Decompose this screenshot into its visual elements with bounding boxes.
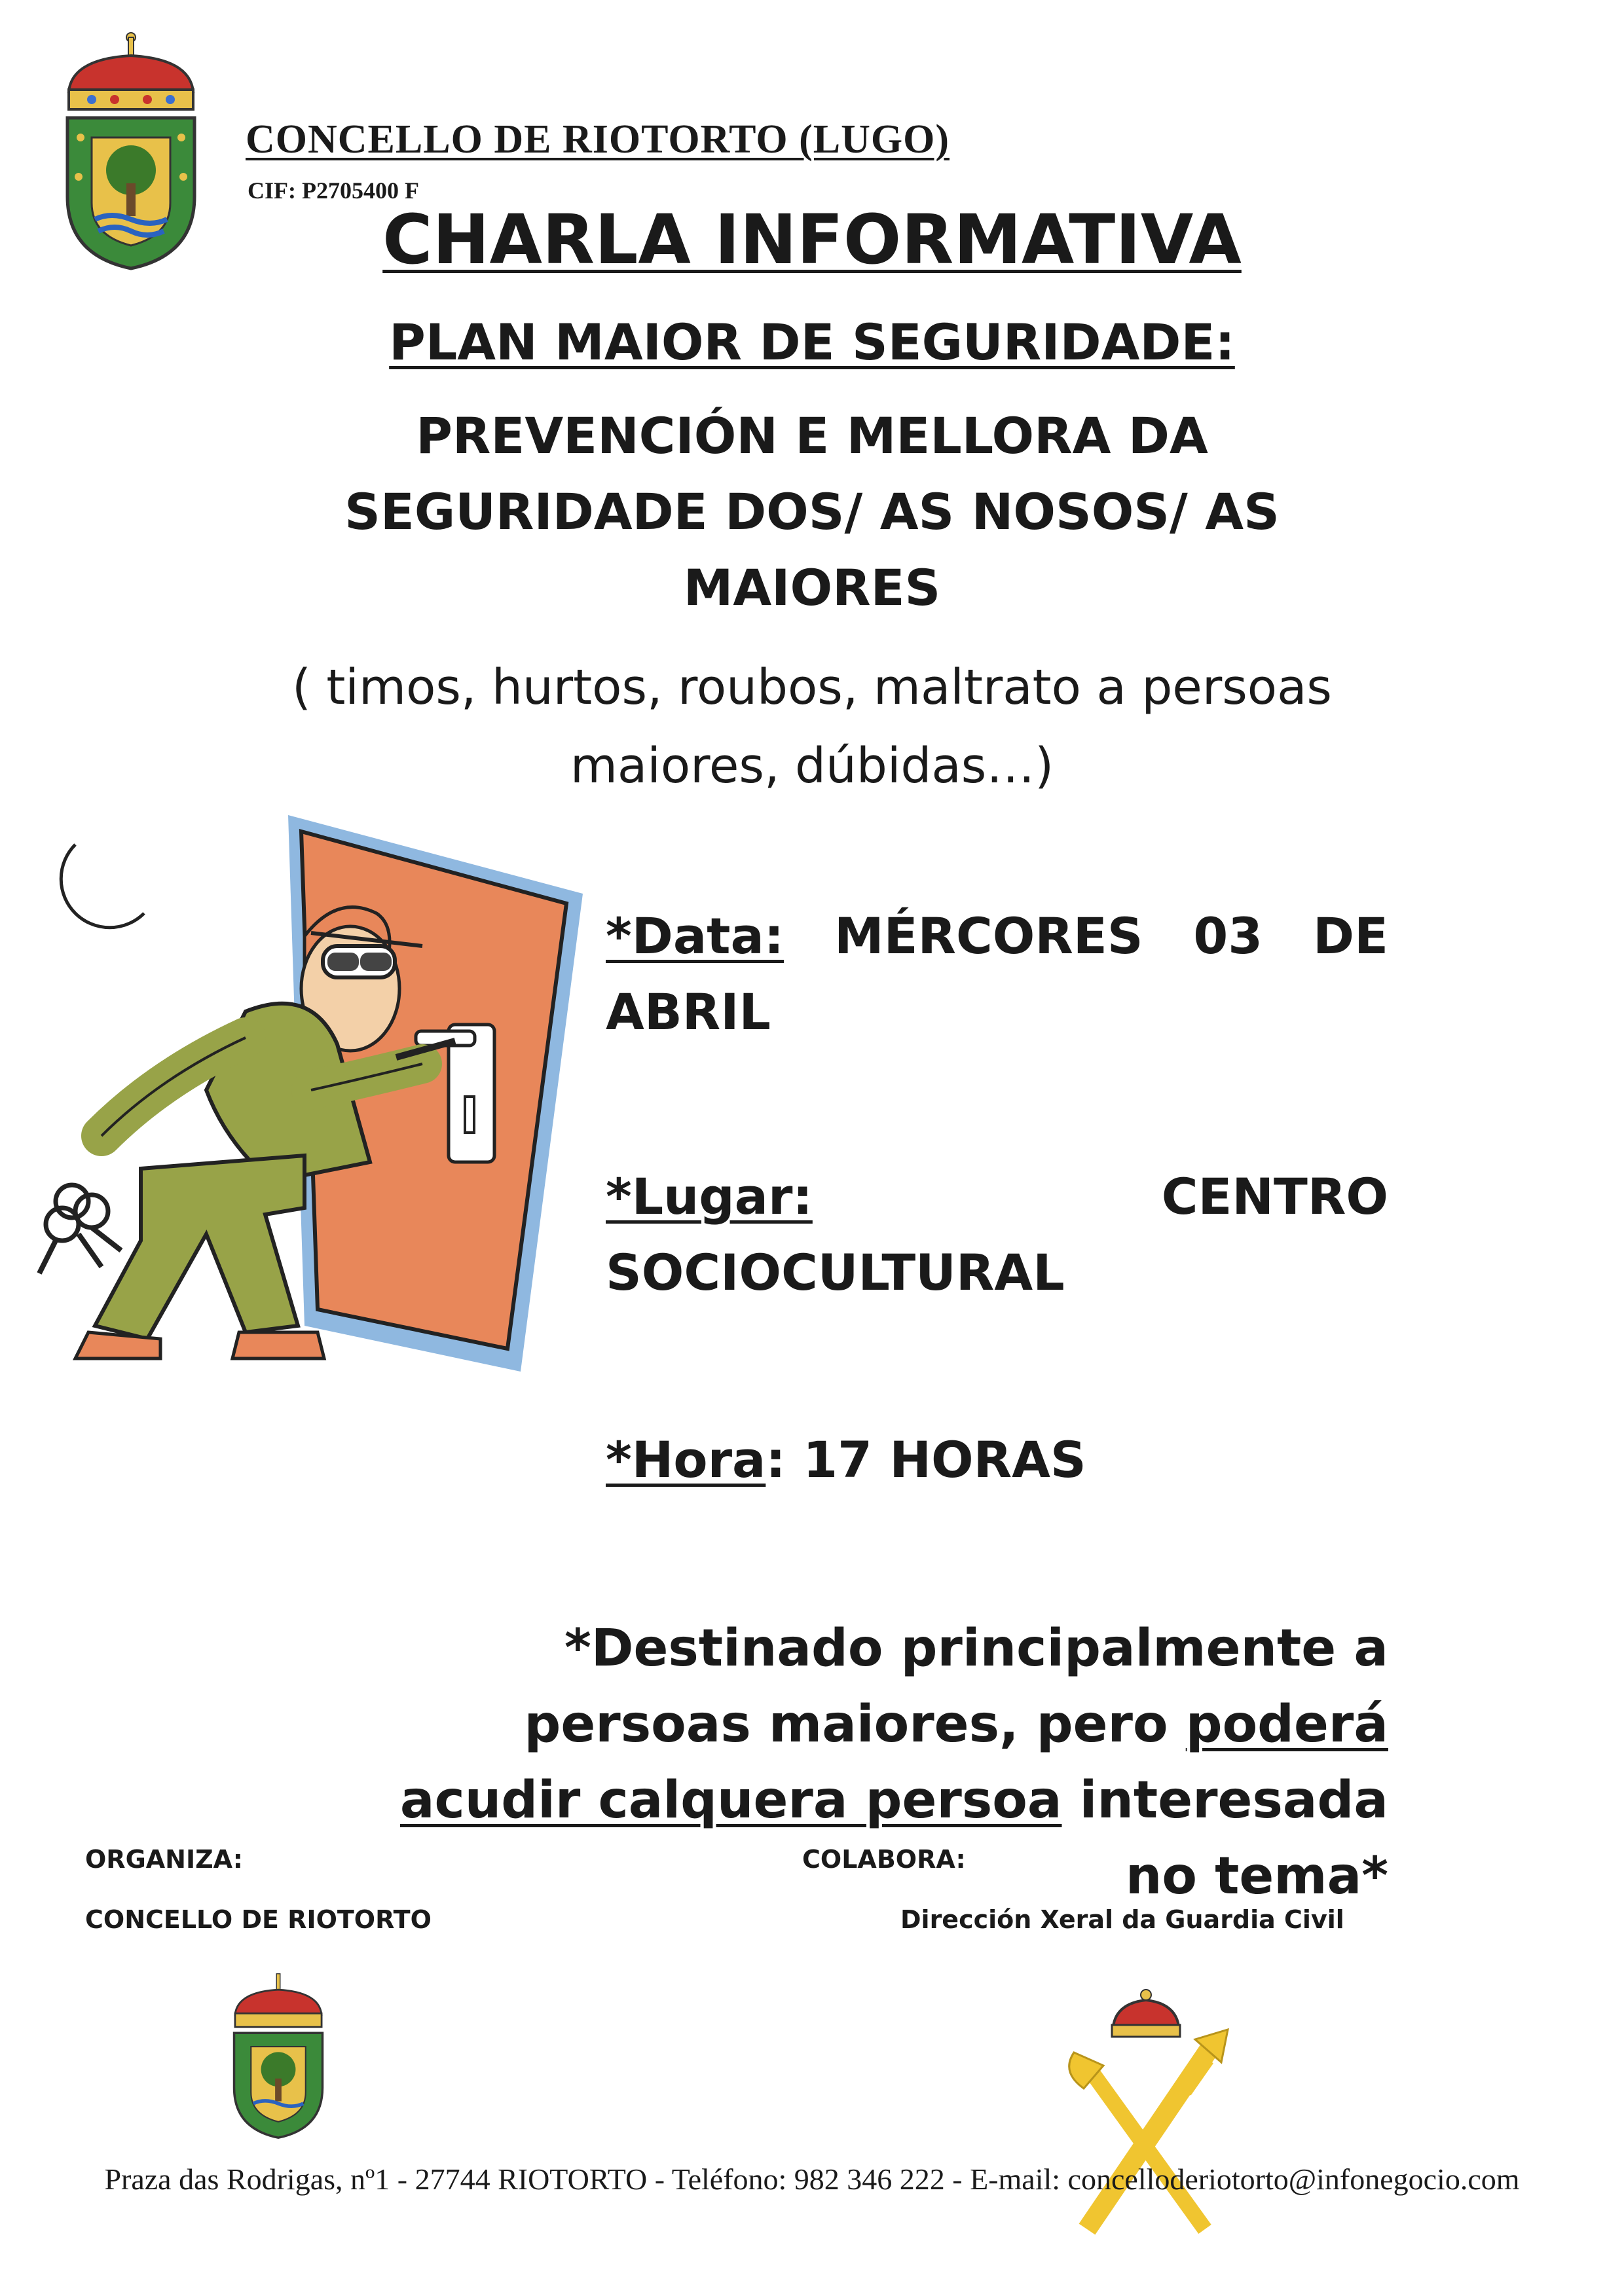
time-value: 17 HORAS	[803, 1430, 1086, 1489]
collaborator-label: COLABORA:	[802, 1845, 966, 1874]
time-label: *Hora	[606, 1430, 766, 1489]
coat-of-arms-small-icon	[226, 1967, 331, 2144]
title-text: CHARLA INFORMATIVA	[382, 200, 1242, 280]
program-description: PREVENCIÓN E MELLORA DA SEGURIDADE DOS/ AS NOSOS/ AS MAIORES	[344, 407, 1280, 617]
organizer-label: ORGANIZA:	[85, 1845, 243, 1874]
time-separator: :	[766, 1430, 786, 1489]
municipality-name: CONCELLO DE RIOTORTO (LUGO)	[246, 117, 950, 162]
footer-contact: Praza das Rodrigas, nº1 - 27744 RIOTORTO - Teléfono: 982 346 222 - E-mail: concelloderiotorto@infonegocio.com	[104, 2162, 1520, 2196]
subtitle-text: PLAN MAIOR DE SEGURIDADE:	[389, 313, 1235, 371]
audience-text-1: *Destinado principalmente a persoas maiores, pero	[524, 1619, 1388, 1754]
topics-list: ( timos, hurtos, roubos, maltrato a persoas maiores, dúbidas…)	[292, 659, 1332, 794]
municipality-cif: CIF: P2705400 F	[248, 177, 419, 204]
page-subtitle	[0, 313, 1624, 371]
place-value: CENTRO SOCIOCULTURAL	[606, 1167, 1388, 1302]
burglar-door-illustration	[29, 815, 593, 1378]
event-time	[606, 1422, 1388, 1498]
place-label: *Lugar:	[606, 1167, 813, 1226]
guardia-civil-emblem	[1048, 1967, 1244, 2242]
crescent-moon-icon	[61, 845, 144, 928]
page-title	[0, 200, 1624, 280]
event-place	[606, 1159, 1388, 1311]
audience-text-2: interesada no tema*	[1061, 1771, 1388, 1906]
date-label: *Data:	[606, 907, 784, 965]
date-value: MÉRCORES 03 DE ABRIL	[606, 907, 1388, 1041]
organizer-name: CONCELLO DE RIOTORTO	[85, 1905, 432, 1934]
audience-emphasis: poderá acudir calquera persoa	[399, 1695, 1388, 1830]
event-date	[606, 898, 1388, 1050]
collaborator-name: Dirección Xeral da Guardia Civil	[900, 1905, 1344, 1934]
